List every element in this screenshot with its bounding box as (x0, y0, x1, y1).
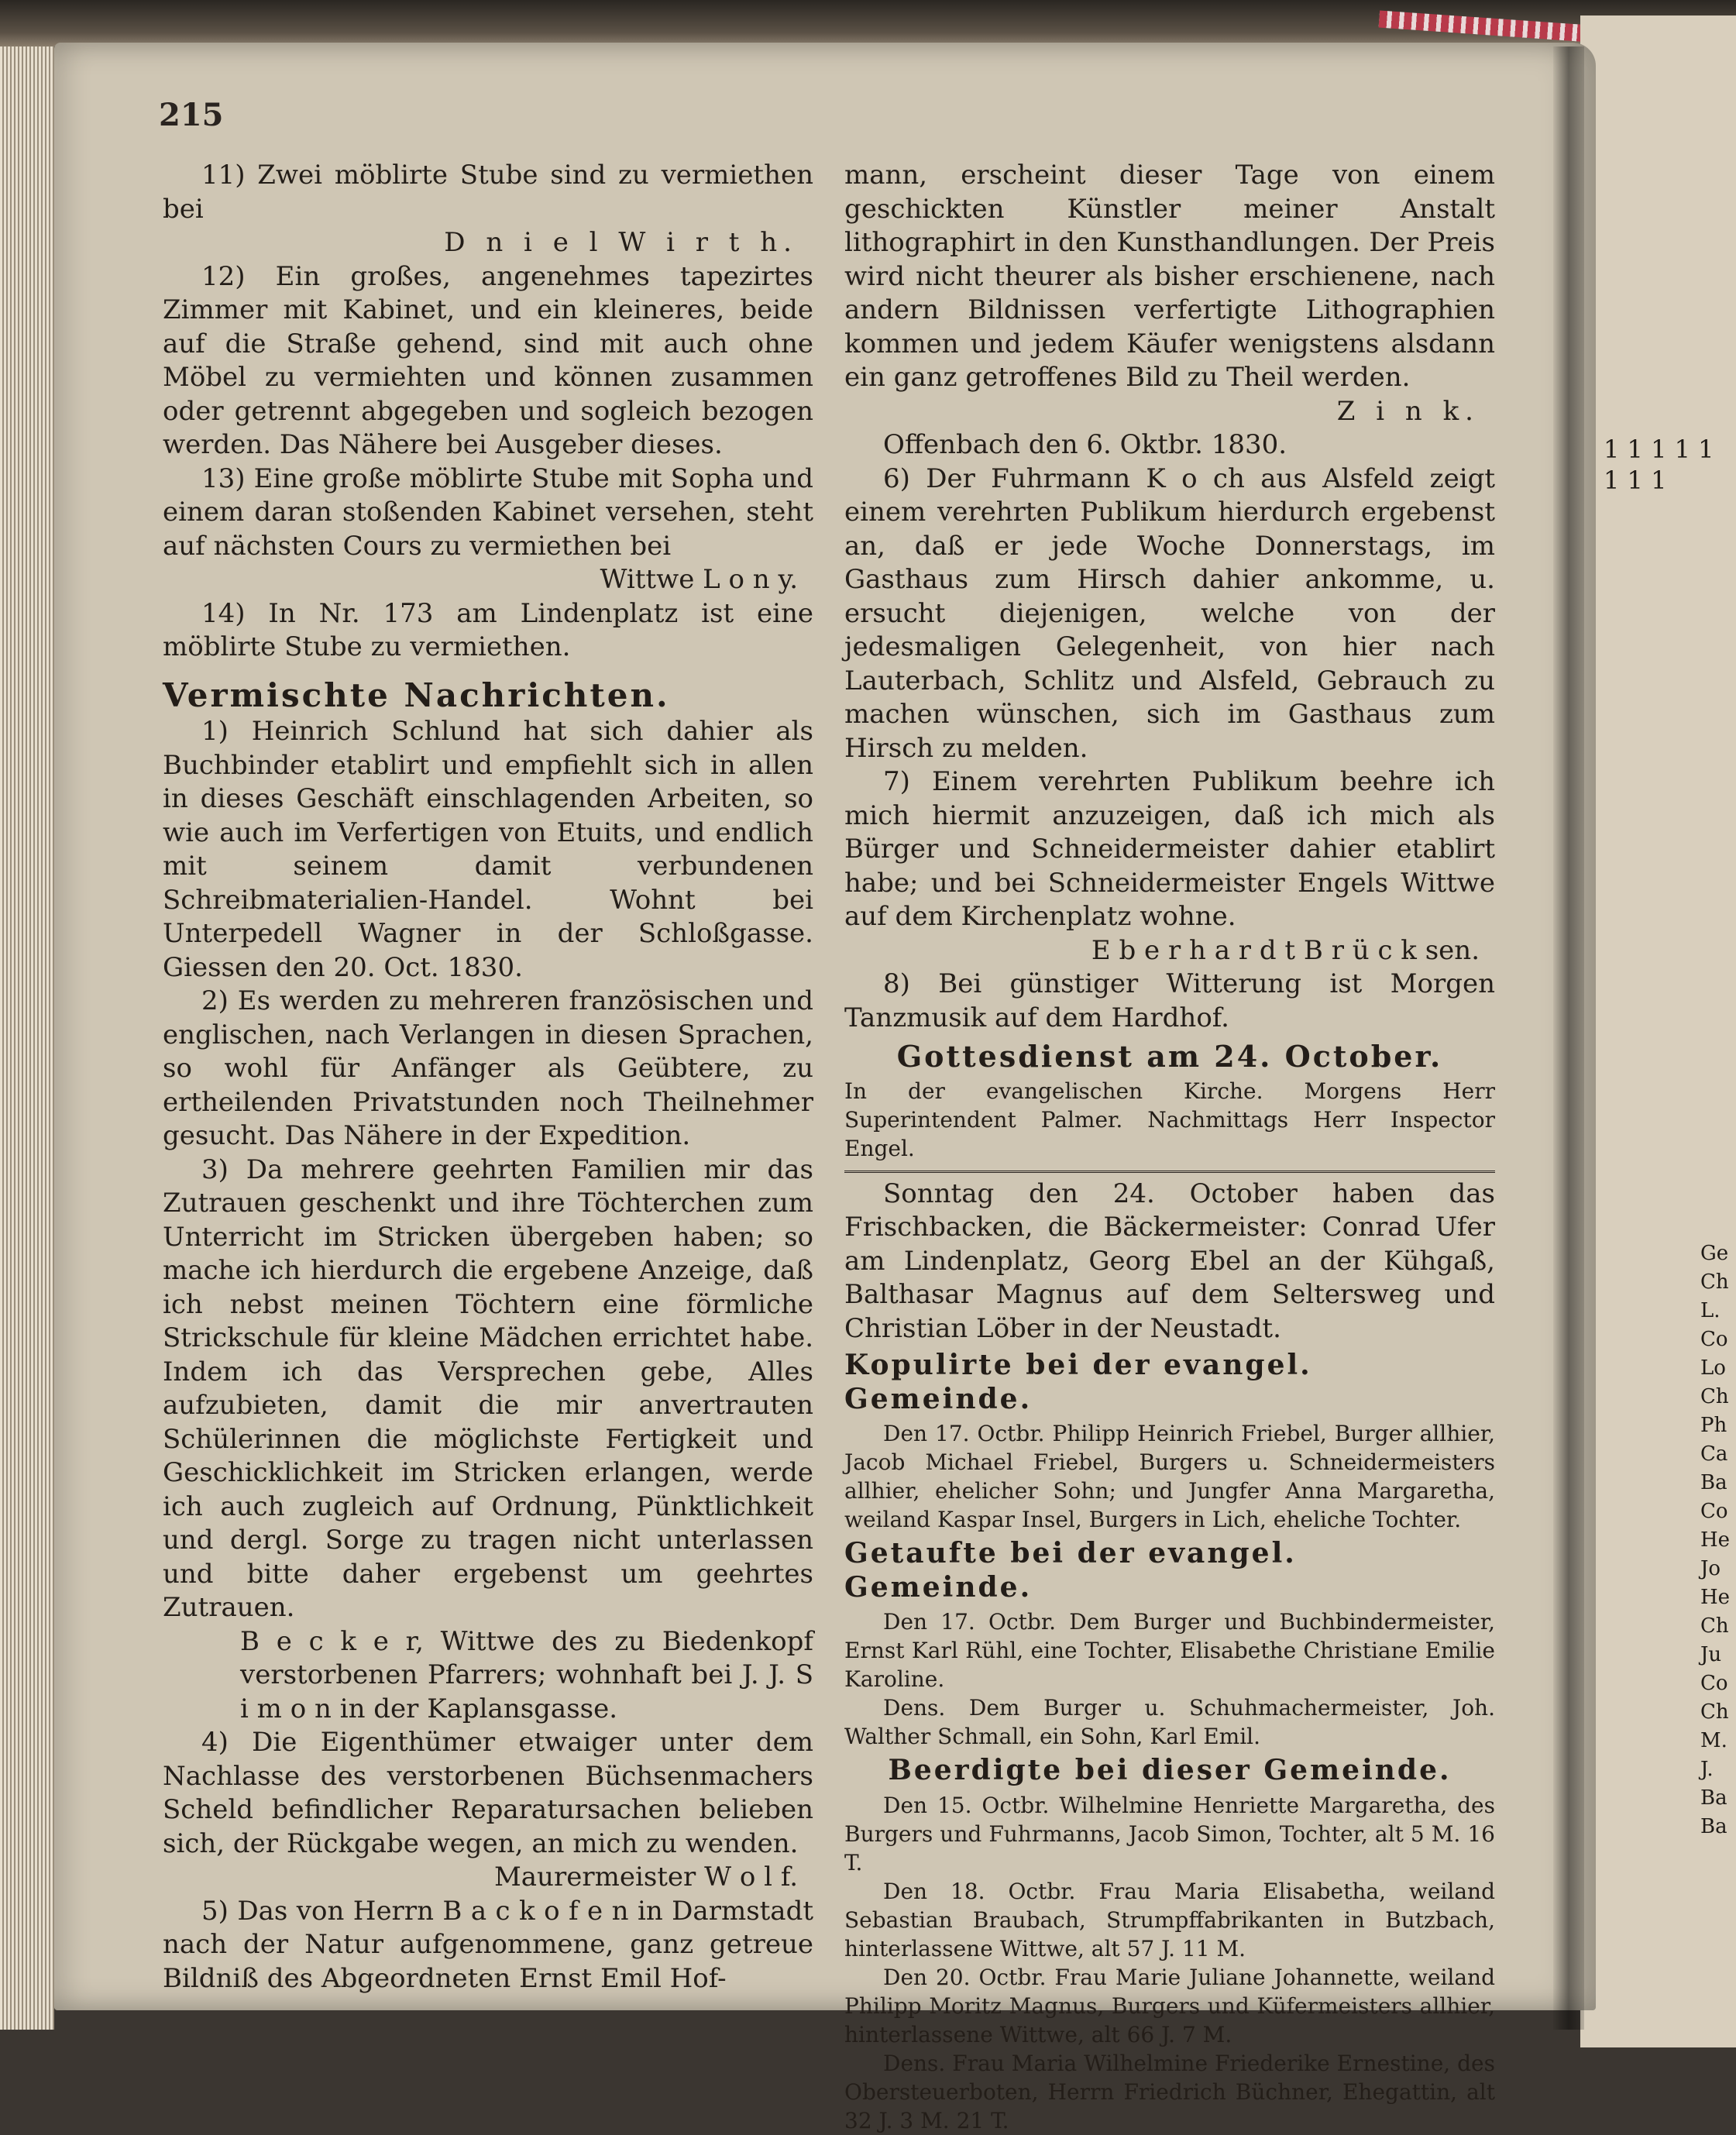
section-heading-getaufte: Getaufte bei der evangel. Gemeinde. (844, 1537, 1297, 1604)
section-heading-beerdigte: Beerdigte bei dieser Gemeinde. (888, 1754, 1452, 1786)
facing-page-fragment-top: 1 1 1 1 1 1 1 1 (1604, 435, 1714, 495)
notice-13-signature: Wittwe L o n y. (600, 564, 798, 595)
backen-notice: Sonntag den 24. October haben das Frischbacken, die Bäckermeister: Conrad Ufer am Lindenplatz, Georg Ebel an der Kühgaß, Balthasar Magnus auf dem Seltersweg und Christian Löber in der Neustadt. (844, 1178, 1495, 1344)
notice-11-signature: D n i e l W i r t h. (444, 227, 798, 258)
notice-v4: 4) Die Eigenthümer etwaiger unter dem Nachlasse des verstorbenen Büchsenmachers Scheld befindlicher Reparatursachen belieben sich, der Rückgabe wegen, an mich zu wenden. (163, 1727, 813, 1859)
section-heading-vermischte: Vermischte Nachrichten. (163, 676, 670, 714)
notice-v1: 1) Heinrich Schlund hat sich dahier als Buchbinder etablirt und empfiehlt sich in allen in dieses Geschäft einschlagenden Arbeiten, so wie auch im Verfertigen von Etuits, und endlich mit seinem damit verbundenen Schreibmaterialien-Handel. Wohnt bei Unterpedell Wagner in der Schloßgasse. Giessen den 20. Oct. 1830. (163, 716, 813, 983)
right-column (844, 159, 1495, 2135)
beerdigte-entry-3: Den 20. Octbr. Frau Marie Juliane Johannette, weiland Philipp Moritz Magnus, Burgers und Küfermeisters allhier, hinterlassene Wittwe, alt 66 J. 7 M. (844, 1964, 1495, 2047)
notice-13: 13) Eine große möblirte Stube mit Sopha und einem daran stoßenden Kabinet versehen, steht auf nächsten Cours zu vermiethen bei (163, 462, 813, 562)
beerdigte-entry-4: Dens. Frau Maria Wilhelmine Friederike Ernestine, des Obersteuerboten, Herrn Friedrich Büchner, Ehegattin, alt 32 J. 3 M. 21 T. (844, 2050, 1495, 2133)
section-heading-gottesdienst: Gottesdienst am 24. October. (896, 1039, 1443, 1074)
notice-v8: 8) Bei günstiger Witterung ist Morgen Tanzmusik auf dem Hardhof. (844, 968, 1495, 1033)
getaufte-entry-1: Den 17. Octbr. Dem Burger und Buchbindermeister, Ernst Karl Rühl, eine Tochter, Elisabethe Christiane Emilie Karoline. (844, 1609, 1495, 1692)
section-divider (844, 1171, 1495, 1173)
book-gutter-shadow (1553, 46, 1584, 2030)
kopulirte-entry: Den 17. Octbr. Philipp Heinrich Friebel, Burger allhier, Jacob Michael Friebel, Burgers u. Schneidermeisters allhier, ehelicher Sohn; und Jungfer Anna Margaretha, weiland Kaspar Insel, Burgers in Lich, eheliche Tochter. (844, 1421, 1495, 1532)
gottesdienst-text: In der evangelischen Kirche. Morgens Herr Superintendent Palmer. Nachmittags Herr Inspector Engel. (844, 1078, 1495, 1161)
facing-page-fragment-bottom: Ge Ch L. Co Lo Ch Ph Ca Ba Co He Jo He Ch Ju Co Ch M. J. Ba Ba (1700, 1242, 1731, 1838)
notice-v7: 7) Einem verehrten Publikum beehre ich mich hiermit anzuzeigen, daß ich mich als Bürger und Schneidermeister dahier etablirt habe; und bei Schneidermeister Engels Wittwe auf dem Kirchenplatz wohne. (844, 766, 1495, 932)
page-number: 215 (159, 97, 224, 133)
notice-v3: 3) Da mehrere geehrten Familien mir das Zutrauen geschenkt und ihre Töchterchen zum Unterricht im Stricken übergeben haben; so mache ich hierdurch die ergebene Anzeige, daß ich nebst meinen Töchtern eine förmliche Strickschule für kleine Mädchen errichtet habe. Indem ich das Versprechen gebe, Alles aufzubieten, damit die mir anvertrauten Schülerinnen die möglichste Fertigkeit und Geschicklichkeit im Stricken erlangen, werde ich auch zugleich auf Ordnung, Pünktlichkeit und dergl. Sorge zu tragen nicht unterlassen und bitte daher ergebenst um geehrtes Zutrauen. (163, 1153, 813, 1623)
section-heading-kopulirte: Kopulirte bei der evangel. Gemeinde. (844, 1349, 1312, 1415)
beerdigte-entry-2: Den 18. Octbr. Frau Maria Elisabetha, weiland Sebastian Braubach, Strumpffabrikanten in Butzbach, hinterlassene Wittwe, alt 57 J. 11 M. (844, 1878, 1495, 1961)
notice-v2: 2) Es werden zu mehreren französischen und englischen, nach Verlangen in diesen Sprachen, so wohl für Anfänger als Geübtere, zu ertheilenden Privatstunden noch Theilnehmer gesucht. Das Nähere in der Expedition. (163, 985, 813, 1151)
notice-v5: 5) Das von Herrn B a c k o f e n in Darmstadt nach der Natur aufgenommene, ganz getreue Bildniß des Abgeordneten Ernst Emil Hof- (163, 1895, 813, 1994)
notice-14: 14) In Nr. 173 am Lindenplatz ist eine möblirte Stube zu vermiethen. (163, 597, 813, 662)
notice-v3-signature: B e c k e r, Wittwe des zu Biedenkopf verstorbenen Pfarrers; wohnhaft bei J. J. S i m o n in der Kaplansgasse. (240, 1625, 813, 1724)
notice-11: 11) Zwei möblirte Stube sind zu vermiethen bei (163, 160, 813, 225)
notice-12: 12) Ein großes, angenehmes tapezirtes Zimmer mit Kabinet, und ein kleineres, beide auf die Straße gehend, sind mit auch ohne Möbel zu vermiehten und können zusammen oder getrennt abgegeben und sogleich bezogen werden. Das Nähere bei Ausgeber dieses. (163, 260, 813, 460)
notice-v5-date: Offenbach den 6. Oktbr. 1830. (883, 429, 1287, 460)
notice-v6: 6) Der Fuhrmann K o ch aus Alsfeld zeigt einem verehrten Publikum hierdurch ergebenst an, daß er jede Woche Donnerstags, im Gasthaus zum Hirsch dahier ankomme, u. ersucht diejenigen, welche von der jedesmaligen Gelegenheit, von hier nach Lauterbach, Schlitz und Alsfeld, Gebrauch zu machen wünschen, sich im Gasthaus zum Hirsch zu melden. (844, 462, 1495, 764)
notice-v5-continued: mann, erscheint dieser Tage von einem geschickten Künstler meiner Anstalt lithographirt in den Kunsthandlungen. Der Preis wird nicht theurer als bisher erschienene, nach andern Bildnissen verfertigte Lithographien kommen und jedem Käufer wenigstens alsdann ein ganz getroffenes Bild zu Theil werden. (844, 160, 1495, 393)
page-stack-edge (0, 46, 54, 2030)
notice-v4-signature: Maurermeister W o l f. (493, 1862, 798, 1893)
left-column (163, 159, 813, 1996)
notice-v7-signature: E b e r h a r d t B r ü c k sen. (1091, 934, 1480, 966)
getaufte-entry-2: Dens. Dem Burger u. Schuhmachermeister, Joh. Walther Schmall, ein Sohn, Karl Emil. (844, 1695, 1495, 1749)
beerdigte-entry-1: Den 15. Octbr. Wilhelmine Henriette Margaretha, des Burgers und Fuhrmanns, Jacob Simon, Tochter, alt 5 M. 16 T. (844, 1792, 1495, 1875)
notice-v5-signature: Z i n k. (1336, 395, 1480, 427)
